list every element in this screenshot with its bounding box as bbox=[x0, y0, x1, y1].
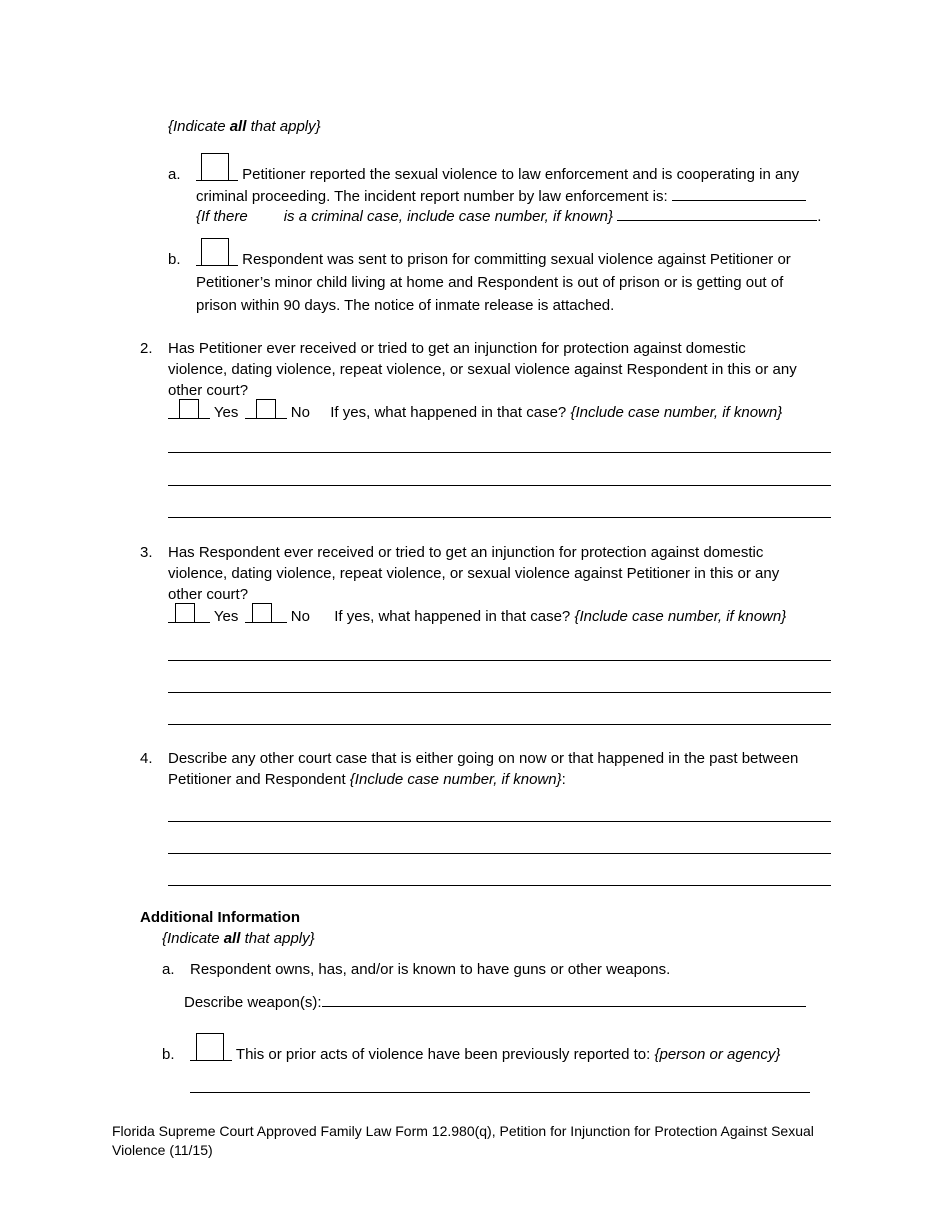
q2-answer-row: Yes No If yes, what happened in that case? {Include case number, if known} bbox=[168, 402, 782, 423]
additional-b-checkbox[interactable] bbox=[190, 1045, 232, 1059]
item-a-line3: {If there is a criminal case, include case number, if known} . bbox=[196, 205, 821, 227]
q3-no-label: No bbox=[290, 608, 310, 625]
indicate-all-instruction: {Indicate all that apply} bbox=[168, 118, 321, 135]
item-b-line2: Petitioner’s minor child living at home and Respondent is out of prison or is getting out of bbox=[196, 274, 784, 291]
q4-number: 4. bbox=[140, 750, 153, 767]
q3-answer-row: Yes No If yes, what happened in that case? {Include case number, if known} bbox=[168, 606, 786, 627]
q2-answer-line-2[interactable] bbox=[168, 485, 831, 486]
incident-report-number-field[interactable] bbox=[672, 185, 806, 201]
item-b-checkbox[interactable] bbox=[196, 250, 238, 264]
additional-a-letter: a. bbox=[162, 961, 175, 978]
q4-answer-line-2[interactable] bbox=[168, 853, 831, 854]
q4-answer-line-3[interactable] bbox=[168, 885, 831, 886]
q3-line2: violence, dating violence, repeat violence, or sexual violence against Petitioner in this or any bbox=[168, 565, 780, 582]
additional-a-text: Respondent owns, has, and/or is known to have guns or other weapons. bbox=[190, 961, 671, 978]
item-a-line1: Petitioner reported the sexual violence to law enforcement and is cooperating in any bbox=[196, 164, 799, 185]
q2-number: 2. bbox=[140, 340, 153, 357]
q4-line1: Describe any other court case that is either going on now or that happened in the past between bbox=[168, 750, 799, 767]
q3-number: 3. bbox=[140, 544, 153, 561]
footer-line1: Florida Supreme Court Approved Family Law Form 12.980(q), Petition for Injunction for Protection Against Sexual bbox=[112, 1123, 814, 1139]
q3-line3: other court? bbox=[168, 586, 249, 603]
describe-weapons-field[interactable] bbox=[322, 991, 806, 1007]
q2-line1: Has Petitioner ever received or tried to get an injunction for protection against domestic bbox=[168, 340, 746, 357]
q2-answer-line-3[interactable] bbox=[168, 517, 831, 518]
item-a-line2: criminal proceeding. The incident report number by law enforcement is: bbox=[196, 185, 806, 207]
q3-answer-line-2[interactable] bbox=[168, 692, 831, 693]
criminal-case-number-field[interactable] bbox=[617, 205, 817, 221]
additional-b-row: This or prior acts of violence have been previously reported to: {person or agency} bbox=[190, 1044, 780, 1065]
q3-no-checkbox[interactable] bbox=[245, 607, 287, 621]
q2-answer-line-1[interactable] bbox=[168, 452, 831, 453]
describe-weapons-row: Describe weapon(s): bbox=[184, 991, 806, 1013]
item-b-letter: b. bbox=[168, 251, 181, 268]
q2-line3: other court? bbox=[168, 382, 249, 399]
reported-to-field[interactable] bbox=[190, 1092, 810, 1093]
q2-line2: violence, dating violence, repeat violence, or sexual violence against Respondent in this or any bbox=[168, 361, 797, 378]
item-b-line3: prison within 90 days. The notice of inmate release is attached. bbox=[196, 297, 615, 314]
additional-info-heading: Additional Information bbox=[140, 909, 300, 926]
q2-yes-label: Yes bbox=[213, 404, 239, 421]
item-a-letter: a. bbox=[168, 166, 181, 183]
q3-answer-line-3[interactable] bbox=[168, 724, 831, 725]
q2-no-label: No bbox=[290, 404, 310, 421]
additional-indicate-all: {Indicate all that apply} bbox=[162, 930, 315, 947]
q3-yes-label: Yes bbox=[213, 608, 239, 625]
q3-line1: Has Respondent ever received or tried to get an injunction for protection against domestic bbox=[168, 544, 764, 561]
footer-line2: Violence (11/15) bbox=[112, 1142, 213, 1158]
q2-no-checkbox[interactable] bbox=[245, 403, 287, 417]
q4-answer-line-1[interactable] bbox=[168, 821, 831, 822]
q4-line2: Petitioner and Respondent {Include case number, if known}: bbox=[168, 771, 566, 788]
item-b-line1: Respondent was sent to prison for committing sexual violence against Petitioner or bbox=[196, 249, 791, 270]
q2-yes-checkbox[interactable] bbox=[168, 403, 210, 417]
q3-answer-line-1[interactable] bbox=[168, 660, 831, 661]
item-a-checkbox[interactable] bbox=[196, 165, 238, 179]
q3-yes-checkbox[interactable] bbox=[168, 607, 210, 621]
additional-b-letter: b. bbox=[162, 1046, 175, 1063]
